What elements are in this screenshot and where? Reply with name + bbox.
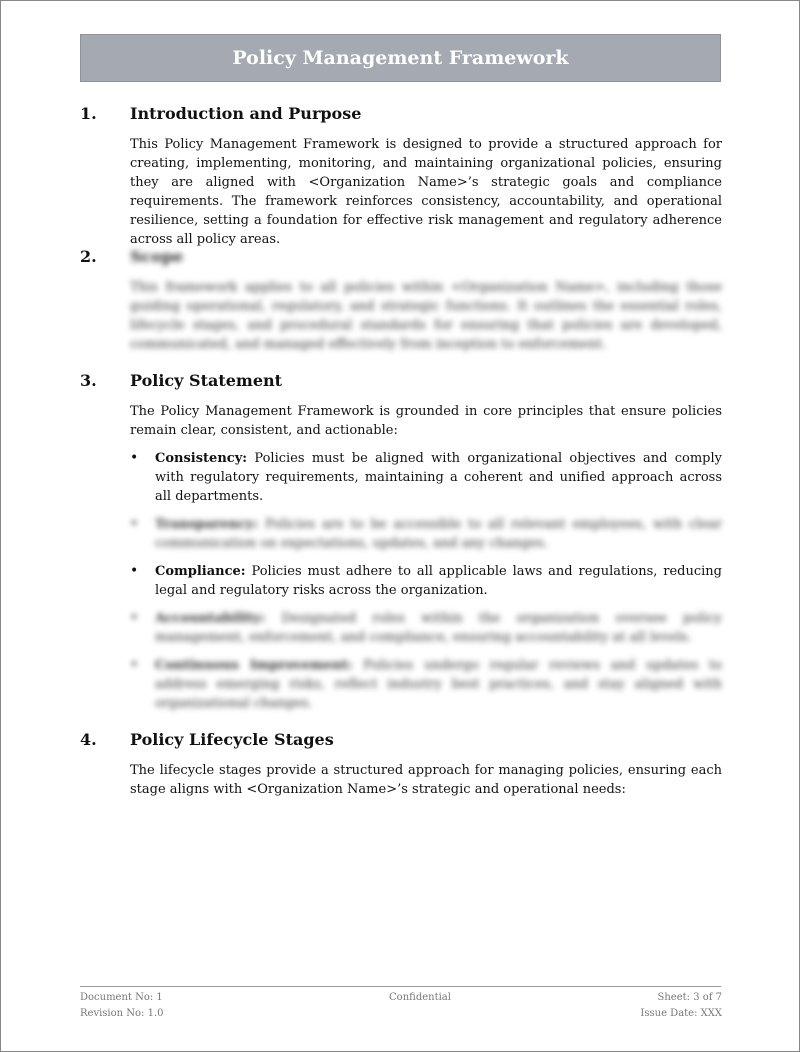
bullet-dot: • <box>130 563 139 579</box>
footer-sheet: Sheet: 3 of 7 <box>657 992 722 1003</box>
bullet-term: Continuous Improvement: <box>155 658 353 673</box>
bullet-text: Designated roles within the organization oversee policy management, enforcement, and compliance, ensuring accountability at all levels. <box>155 611 722 645</box>
bullet-term: Transparency: <box>155 517 259 532</box>
footer-classification: Confidential <box>389 992 451 1003</box>
bullet-dot: • <box>130 516 139 532</box>
bullet-continuous-improvement <box>130 656 722 713</box>
section-1-paragraph: This Policy Management Framework is designed to provide a structured approach for creating, implementing, monitoring, and maintaining organizational policies, ensuring they are aligned with <Organization Name>’s strategic goals and compliance requirements. The framework reinforces consistency, accountability, and operational resilience, setting a foundation for effective risk management and regulatory adherence across all policy areas. <box>130 137 722 247</box>
bullet-accountability <box>130 609 722 647</box>
section-number: 4. <box>80 730 97 749</box>
bullet-dot: • <box>130 450 139 466</box>
document-title-bar <box>80 34 721 82</box>
section-title: Scope <box>130 247 184 266</box>
section-number: 1. <box>80 104 97 123</box>
bullet-consistency <box>130 449 722 506</box>
section-3-paragraph: The Policy Management Framework is grounded in core principles that ensure policies remain clear, consistent, and actionable: <box>130 404 722 438</box>
footer-revision-no: Revision No: 1.0 <box>80 1008 164 1019</box>
document-title: Policy Management Framework <box>232 47 569 69</box>
bullet-text: Policies must adhere to all applicable laws and regulations, reducing legal and regulatory risks across the organization. <box>155 564 722 598</box>
bullet-dot: • <box>130 657 139 673</box>
bullet-text: Policies must be aligned with organizational objectives and comply with regulatory requirements, maintaining a coherent and unified approach across all departments. <box>155 451 722 504</box>
section-title: Policy Statement <box>130 371 283 390</box>
section-4-paragraph: The lifecycle stages provide a structured approach for managing policies, ensuring each stage aligns with <Organization Name>’s strategic and operational needs: <box>130 763 722 797</box>
bullet-text: Policies undergo regular reviews and updates to address emerging risks, reflect industry best practices, and stay aligned with organizational changes. <box>155 658 722 711</box>
footer-document-no: Document No: 1 <box>80 992 163 1003</box>
section-number: 3. <box>80 371 97 390</box>
bullet-term: Accountability: <box>155 611 266 626</box>
section-2-paragraph: This framework applies to all policies within <Organization Name>, including those guiding operational, regulatory, and strategic functions. It outlines the essential roles, lifecycle stages, and procedural standards for ensuring that policies are developed, communicated, and managed effectively from inception to enforcement. <box>130 280 722 352</box>
footer-divider <box>80 986 721 987</box>
bullet-transparency <box>130 515 722 553</box>
bullet-term: Compliance: <box>155 564 246 579</box>
section-title: Policy Lifecycle Stages <box>130 730 334 749</box>
bullet-term: Consistency: <box>155 451 248 466</box>
bullet-text: Policies are to be accessible to all relevant employees, with clear communication on expectations, updates, and any changes. <box>155 517 722 551</box>
footer-issue-date: Issue Date: XXX <box>640 1008 722 1019</box>
bullet-dot: • <box>130 610 139 626</box>
section-title: Introduction and Purpose <box>130 104 362 123</box>
bullet-compliance <box>130 562 722 600</box>
section-number: 2. <box>80 247 97 266</box>
